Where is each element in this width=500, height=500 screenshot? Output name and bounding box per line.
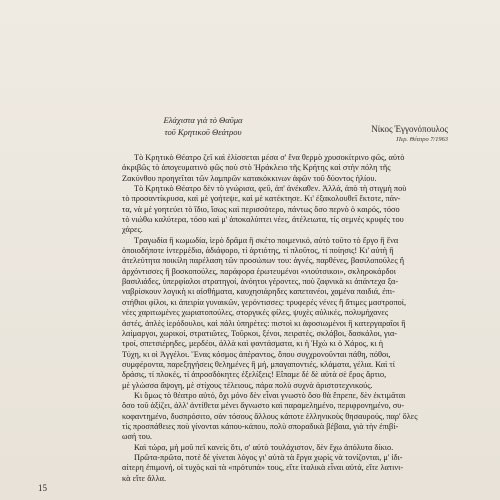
author-name: Νίκος Έγγονόπουλος bbox=[371, 124, 448, 134]
text-line: μὲ γλώσσα ἄψογη, μὲ στίχους τέλειους, πάρα πολὺ συχνὰ ἀριστοτεχνικούς. bbox=[122, 380, 373, 390]
text-line: ναβρίσκουν λογικὴ κι αἰσθήματα, καυχησιάρηδες καπετανέοι, χαμένα παιδιά, ἐπι- bbox=[122, 287, 395, 297]
text-line: ὅσο τοῦ ἀξίζει, ἀλλ' ἀντίθετα μένει ἄγνωστο καὶ παραμελημένο, περιφρονημένο, συ- bbox=[122, 401, 405, 411]
text-line: ἀκριβῶς τὸ ἀπογευματινὸ φῶς ποὺ στὸ Ἡράκλειο τῆς Κρήτης καὶ στὴν πόλη τῆς bbox=[122, 163, 391, 173]
heading-line-2: τοῦ Κρητικοῦ Θεάτρου bbox=[164, 127, 242, 137]
text-line: Κι ὅμως τὸ θέατρο αὐτό, ὄχι μόνο δὲν εἶναι γνωστὸ ὅσο θὰ ἔπρεπε, δὲν ἐκτιμᾶται bbox=[134, 390, 406, 400]
text-line: Τύχη, κι οἱ Ἀγγέλοι. Ἕνας κόσμος ἀπέραντος, ὅπου συγχρονοῦνται πάθη, πόθοι, bbox=[122, 349, 391, 359]
article-body bbox=[122, 153, 461, 484]
text-line: ἀστές, ἁπλὲς ἱερόδουλοι, καὶ πάλι ὑπηρέτες: πιστοὶ κι ἀφοσιωμένοι ἢ κατεργαραῖοι ἢ bbox=[122, 318, 406, 328]
text-line: τα, νὰ μὲ γοητεύει τὸ ἴδιο, ἴσως καὶ περισσότερο, πάντως ὅσο περνὸ ὁ καιρός, τόσο bbox=[122, 204, 400, 214]
text-line: τροί, σπετσιέρηδες, μερδέοι, ἀλλὰ καὶ φαντάσματα, κι ἡ Ἠχὼ κι ὁ Χάρος, κι ἡ bbox=[122, 339, 384, 349]
text-line: Τραγωδία ἢ κωμωδία, ἱερὸ δρᾶμα ἢ σκέτο ποιμενικό, αὐτὸ τοῦτο τὸ ἔργο ἢ ἕνα bbox=[134, 235, 399, 245]
article-heading bbox=[113, 114, 293, 138]
text-line: αίτερη ἐπιμονή, οἱ τυχὸς καὶ τὰ «πρότυπά» τους, εἴτε ἰταλικὰ εἶναι αὐτά, εἴτε λατινι- bbox=[122, 463, 404, 473]
source-citation: Περ. Θέατρο 7/1963 bbox=[396, 136, 448, 143]
text-line: τίς προσπάθειες ποὺ γίνονται κάπου-κάπου, πολὺ σποραδικὰ βέβαια, γιὰ τὴν ἐπιβί- bbox=[122, 421, 399, 431]
text-line: Πρῶτα-πρῶτα, ποτὲ δὲ γίνεται λόγος γι' αὐτὰ τὰ ἔργα χωρὶς νὰ τονίζονται, μ' ἰδι- bbox=[134, 452, 403, 462]
paragraph bbox=[122, 153, 461, 184]
text-line: κὰ εἴτε ἄλλα. bbox=[122, 473, 167, 483]
heading-line-1: Ελάχιστα γιὰ τὸ Θαῦμα bbox=[163, 115, 243, 125]
text-line: νέες χαριτωμένες χωριατοπούλες, στοργικές φίλες, ψυχὲς αὐλικές, πολυμήχανες bbox=[122, 308, 389, 318]
text-line: λαίμαργοι, χωρικοί, στρατιῶτες, Τοῦρκοι, ξένοι, πειρατές, σκλάβοι, δασκάλοι, για- bbox=[122, 328, 398, 338]
text-line: δράσις, τί πλοκές, τί ἀπροσδόκητες ἐξελίξεις! Εἴπαμε δὲ δὲ αὐτὰ σὲ ἔρος ἄρτιο, bbox=[122, 370, 387, 380]
text-line: κοφαντημένο, δυσπρόσιτο, σὰν τόσους ἄλλους κάποτε ἑλληνικοὺς θησαυρούς, παρ' ὅλες bbox=[122, 411, 418, 421]
paragraph bbox=[122, 443, 461, 453]
text-line: τὸ νιώθω καλύτερα, τόσο καὶ μ' ἀποκαλύπτει νέες, ἀτέλειωτα, τίς σεμνές κρυφές του bbox=[122, 215, 404, 225]
text-line: συμφέροντα, παρεξηγήσεις θελημένες ἢ μή, μπαγαποντιές, κλάματα, γέλια. Καὶ τί bbox=[122, 359, 395, 369]
text-line: χάρες. bbox=[122, 225, 143, 235]
text-line: Ζακύνθου προηγεῖται τῶν λαμπρῶν κατακόκκινων ἀφῶν τοῦ δύοντος ἡλίου. bbox=[122, 173, 377, 183]
text-line: ωσή του. bbox=[122, 432, 153, 442]
text-line: βασιλιάδες, ὑπερφίαλοι στρατηγοί, ἀνόητοι γέροντες, ποὺ ζαφνικὰ κι ἀπάντεχα ξα- bbox=[122, 277, 399, 287]
paragraph bbox=[122, 391, 461, 443]
text-line: τὸ προσαντίκρυσα, καὶ μὲ γοήτεψε, καὶ μὲ κατέκτησε. Κι' ἐξακολουθεῖ ἔκτοτε, πάν- bbox=[122, 194, 401, 204]
text-line: ὁποιοδήποτε ἰντερμέδιο, ἀδιάφορο, τί ἀρτιότης, τί πλοῦτος, τί ποίησις! Κι' αὐτὴ ἢ bbox=[122, 246, 394, 256]
page-number: 15 bbox=[38, 483, 47, 493]
text-line: ἀρχόντισσες ἢ βοσκοπούλες, παράφορα ἐρωτευμένοι «νιούτσικοι», σκληροκάρδοι bbox=[122, 266, 396, 276]
paragraph bbox=[122, 453, 461, 484]
text-line: ἀτελεύτητα ποικίλη παρέλαση τῶν προσώπων του: ἁγνές, παρθένες, βασιλοπούλες ἢ bbox=[122, 256, 405, 266]
text-line: Καὶ τώρα, μὴ μοῦ πεῖ κανεὶς ὅτι, σ' αὐτὸ τουλάχιστον, δὲν ἔχω ἀπόλυτα δίκιο. bbox=[134, 442, 394, 452]
paragraph bbox=[122, 184, 461, 236]
text-line: στήθιοι φίλοι, κι ἀπειρία γυναικῶν, γερόντισσες: τρυφερές νένες ἢ ἄτιμες μαστροποί, bbox=[122, 297, 407, 307]
text-line: Τὸ Κρητικὸ Θέατρο ζεῖ καὶ ἑλίσσεται μέσα σ' ἕνα θερμὸ χρυσοκίτρινο φῶς, αὐτὸ bbox=[134, 153, 405, 162]
text-line: Τὸ Κρητικὸ Θέατρο δὲν τὸ γνώρισα, φεῦ, ἀπ' ἀνέκαθεν. Ἀλλά, ἀπὸ τὴ στιγμὴ ποὺ bbox=[134, 184, 407, 194]
paragraph bbox=[122, 236, 461, 391]
